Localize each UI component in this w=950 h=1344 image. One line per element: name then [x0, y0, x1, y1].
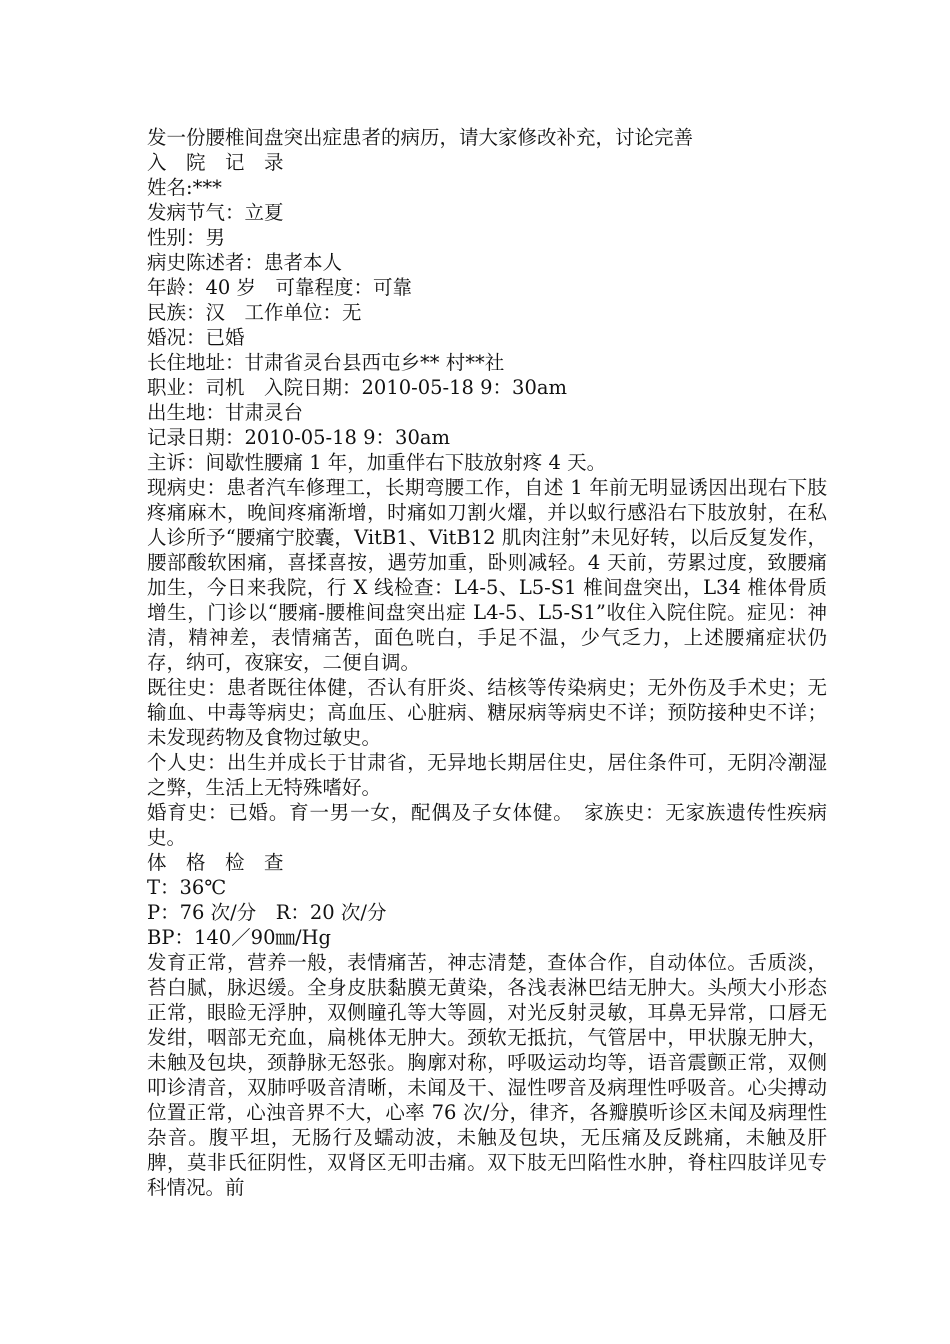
personal-history-paragraph: 个人史：出生并成长于甘肃省，无异地长期居住史，居住条件可，无阴冷潮湿之弊，生活上无特殊嗜好。 — [147, 751, 827, 799]
field-birthplace: 出生地：甘肃灵台 — [147, 401, 304, 424]
vital-pulse-respiration: P：76 次/分 R：20 次/分 — [147, 901, 387, 924]
physical-exam-paragraph: 发育正常，营养一般，表情痛苦，神志清楚，查体合作，自动体位。舌质淡，苔白腻，脉迟缓。全身皮肤黏膜无黄染，各浅表淋巴结无肿大。头颅大小形态正常，眼睑无浮肿，双侧瞳孔等大等圆，对光反射灵敏，耳鼻无异常，口唇无发绀，咽部无充血，扁桃体无肿大。颈软无抵抗，气管居中，甲状腺无肿大，未触及包块，颈静脉无怒张。胸廓对称，呼吸运动均等，语音震颤正常，双侧叩诊清音，双肺呼吸音清晰，未闻及干、湿性啰音及病理性呼吸音。心尖搏动位置正常，心浊音界不大，心率 76 次/分，律齐，各瓣膜听诊区未闻及病理性杂音。腹平坦，无肠行及蠕动波，未触及包块，无压痛及反跳痛，未触及肝脾，莫非氏征阴性，双肾区无叩击痛。双下肢无凹陷性水肿，脊柱四肢详见专科情况。前 — [147, 951, 827, 1199]
medical-record-document — [147, 125, 827, 1200]
field-record-date: 记录日期：2010-05-18 9：30am — [147, 426, 450, 449]
intro-line: 发一份腰椎间盘突出症患者的病历，请大家修改补充，讨论完善 — [147, 126, 694, 149]
field-address: 长住地址：甘肃省灵台县西屯乡** 村**社 — [147, 351, 505, 374]
field-name: 姓名:*** — [147, 176, 222, 199]
field-occupation-admission-date: 职业：司机 入院日期：2010-05-18 9：30am — [147, 376, 567, 399]
field-ethnicity-employer: 民族：汉 工作单位：无 — [147, 301, 362, 324]
field-history-narrator: 病史陈述者：患者本人 — [147, 251, 343, 274]
record-title: 入 院 记 录 — [147, 151, 284, 174]
field-onset-solar-term: 发病节气：立夏 — [147, 201, 284, 224]
field-marital-status: 婚况：已婚 — [147, 326, 245, 349]
physical-exam-title: 体 格 检 查 — [147, 851, 284, 874]
vital-blood-pressure: BP：140／90㎜/Hg — [147, 926, 332, 949]
field-chief-complaint: 主诉：间歇性腰痛 1 年，加重伴右下肢放射疼 4 天。 — [147, 451, 607, 474]
field-sex: 性别：男 — [147, 226, 226, 249]
vital-temperature: T：36℃ — [147, 876, 227, 899]
field-age-reliability: 年龄：40 岁 可靠程度：可靠 — [147, 276, 413, 299]
present-illness-paragraph: 现病史：患者汽车修理工，长期弯腰工作，自述 1 年前无明显诱因出现右下肢疼痛麻木，晚间疼痛渐增，时痛如刀割火燿，并以蚁行感沿右下肢放射，在私人诊所予“腰痛宁胶囊，VitB1、VitB12 肌肉注射”未见好转，以后反复发作，腰部酸软困痛，喜揉喜按，遇劳加重，卧则减轻。4 天前，劳累过度，致腰痛加生，今日来我院，行 X 线检查：L4-5、L5-S1 椎间盘突出，L34 椎体骨质增生，门诊以“腰痛-腰椎间盘突出症 L4-5、L5-S1”收住入院住院。症见：神清，精神差，表情痛苦，面色咣白，手足不温，少气乏力，上述腰痛症状仍存，纳可，夜寐安，二便自调。 — [147, 476, 827, 674]
past-history-paragraph: 既往史：患者既往体健，否认有肝炎、结核等传染病史；无外伤及手术史；无输血、中毒等病史；高血压、心脏病、糖尿病等病史不详；预防接种史不详；未发现药物及食物过敏史。 — [147, 676, 827, 749]
marital-family-history-paragraph: 婚育史：已婚。育一男一女，配偶及子女体健。 家族史：无家族遗传性疾病史。 — [147, 801, 827, 849]
